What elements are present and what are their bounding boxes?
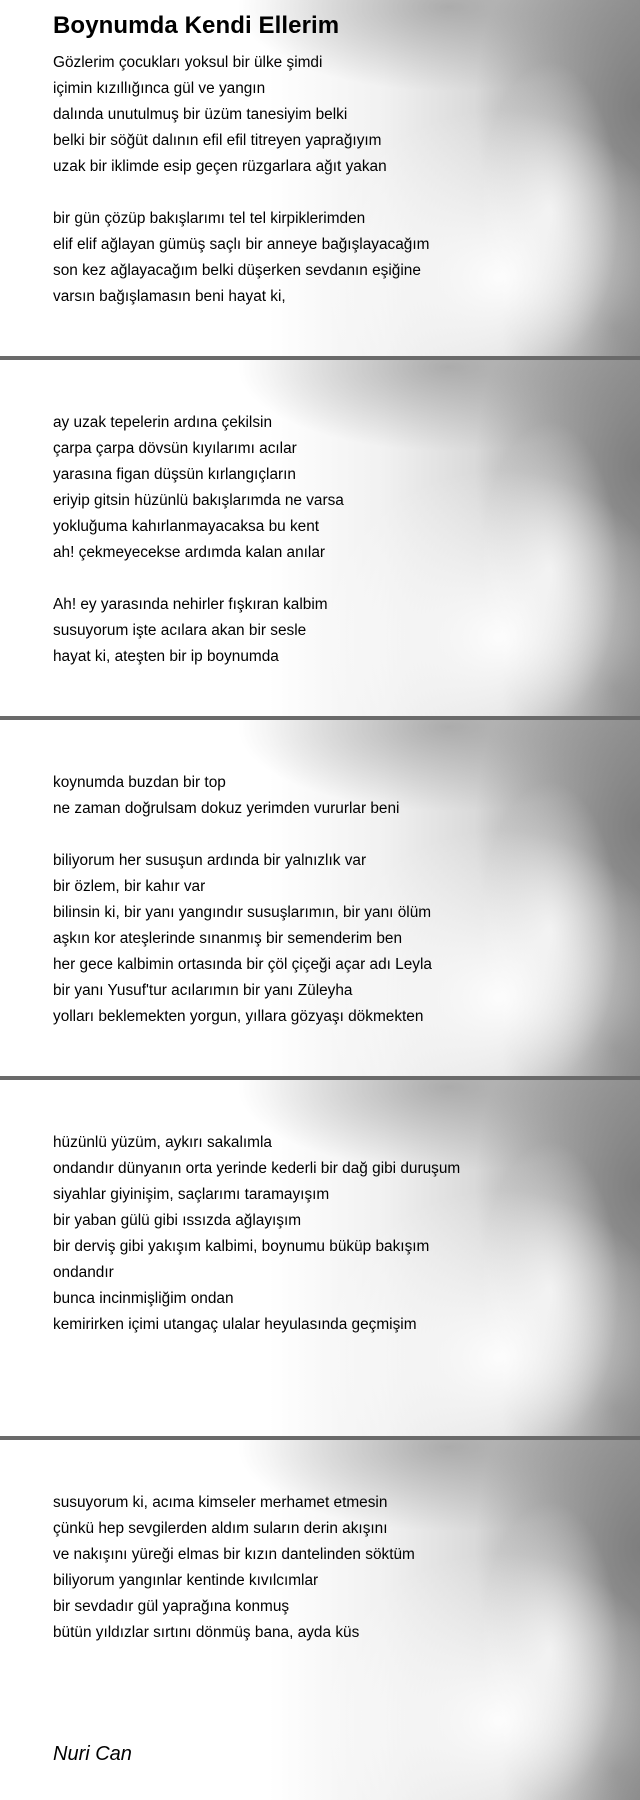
- poem-line: Gözlerim çocukları yoksul bir ülke şimdi: [53, 54, 323, 71]
- background-sheen: [480, 60, 620, 356]
- poem-panel-4: [0, 1080, 640, 1436]
- poem-line: bunca incinmişliğim ondan: [53, 1290, 234, 1307]
- poem-line: ondandır dünyanın orta yerinde kederli bir dağ gibi duruşum: [53, 1160, 461, 1177]
- background-sheen: [480, 1500, 620, 1800]
- stanza: [53, 592, 328, 670]
- poem-line: bilinsin ki, bir yanı yangındır susuşlarımın, bir yanı ölüm: [53, 904, 432, 921]
- stanza: [53, 848, 432, 1030]
- poem-line: ah! çekmeyecekse ardımda kalan anılar: [53, 544, 326, 561]
- poem-line: kemirirken içimi utangaç ulalar heyulasında geçmişim: [53, 1316, 417, 1333]
- poem-line: yarasına figan düşsün kırlangıçların: [53, 466, 296, 483]
- background-sheen: [480, 1140, 620, 1436]
- poem-author: Nuri Can: [53, 1743, 132, 1765]
- poem-line: ay uzak tepelerin ardına çekilsin: [53, 414, 273, 431]
- stanza: [53, 1130, 460, 1338]
- poem-line: yokluğuma kahırlanmayacaksa bu kent: [53, 518, 320, 535]
- poem-line: uzak bir iklimde esip geçen rüzgarlara ağıt yakan: [53, 158, 387, 175]
- poem-line: çarpa çarpa dövsün kıyılarımı acılar: [53, 440, 297, 457]
- poem-line: ve nakışını yüreği elmas bir kızın dantelinden söktüm: [53, 1546, 415, 1563]
- poem-line: hüzünlü yüzüm, aykırı sakalımla: [53, 1134, 272, 1151]
- poem-line: biliyorum her susuşun ardında bir yalnızlık var: [53, 852, 367, 869]
- background-sheen: [480, 780, 620, 1076]
- stanza: [53, 50, 387, 180]
- poem-line: susuyorum ki, acıma kimseler merhamet etmesin: [53, 1494, 388, 1511]
- poem-line: siyahlar giyinişim, saçlarımı taramayışım: [53, 1186, 330, 1203]
- poem-panel-3: [0, 720, 640, 1076]
- poem-line: elif elif ağlayan gümüş saçlı bir anneye bağışlayacağım: [53, 236, 430, 253]
- poem-line: koynumda buzdan bir top: [53, 774, 226, 791]
- poem-line: bir yanı Yusuf'tur acılarımın bir yanı Züleyha: [53, 982, 353, 999]
- poem-line: yolları beklemekten yorgun, yıllara gözyaşı dökmekten: [53, 1008, 424, 1025]
- poem-line: bir derviş gibi yakışım kalbimi, boynumu büküp bakışım: [53, 1238, 430, 1255]
- poem-line: dalında unutulmuş bir üzüm tanesiyim belki: [53, 106, 348, 123]
- poem-line: bir özlem, bir kahır var: [53, 878, 206, 895]
- background-sheen: [480, 420, 620, 716]
- poem-line: çünkü hep sevgilerden aldım suların derin akışını: [53, 1520, 388, 1537]
- stanza: [53, 770, 399, 822]
- poem-line: her gece kalbimin ortasında bir çöl çiçeği açar adı Leyla: [53, 956, 432, 973]
- poem-line: son kez ağlayacağım belki düşerken sevdanın eşiğine: [53, 262, 421, 279]
- poem-line: bir gün çözüp bakışlarımı tel tel kirpiklerimden: [53, 210, 366, 227]
- poem-line: eriyip gitsin hüzünlü bakışlarımda ne varsa: [53, 492, 344, 509]
- poem-line: aşkın kor ateşlerinde sınanmış bir semenderim ben: [53, 930, 403, 947]
- poem-line: bir yaban gülü gibi ıssızda ağlayışım: [53, 1212, 302, 1229]
- poem-line: bir sevdadır gül yaprağına konmuş: [53, 1598, 290, 1615]
- poem-line: biliyorum yangınlar kentinde kıvılcımlar: [53, 1572, 319, 1589]
- poem-line: susuyorum işte acılara akan bir sesle: [53, 622, 307, 639]
- poem-line: varsın bağışlamasın beni hayat ki,: [53, 288, 286, 305]
- poem-line: hayat ki, ateşten bir ip boynumda: [53, 648, 279, 665]
- poem-panel-2: [0, 360, 640, 716]
- poem-line: belki bir söğüt dalının efil efil titreyen yaprağıyım: [53, 132, 382, 149]
- poem-line: ne zaman doğrulsam dokuz yerimden vururlar beni: [53, 800, 400, 817]
- poem-title: Boynumda Kendi Ellerim: [53, 12, 340, 39]
- poem-line: bütün yıldızlar sırtını dönmüş bana, ayda küs: [53, 1624, 360, 1641]
- poem-line: içimin kızıllığınca gül ve yangın: [53, 80, 266, 97]
- poem-line: Ah! ey yarasında nehirler fışkıran kalbim: [53, 596, 328, 613]
- poem-panel-1: [0, 0, 640, 356]
- poem-panel-5: [0, 1440, 640, 1800]
- stanza: [53, 1490, 415, 1646]
- stanza: [53, 206, 429, 310]
- poem-line: ondandır: [53, 1264, 114, 1281]
- stanza: [53, 410, 344, 566]
